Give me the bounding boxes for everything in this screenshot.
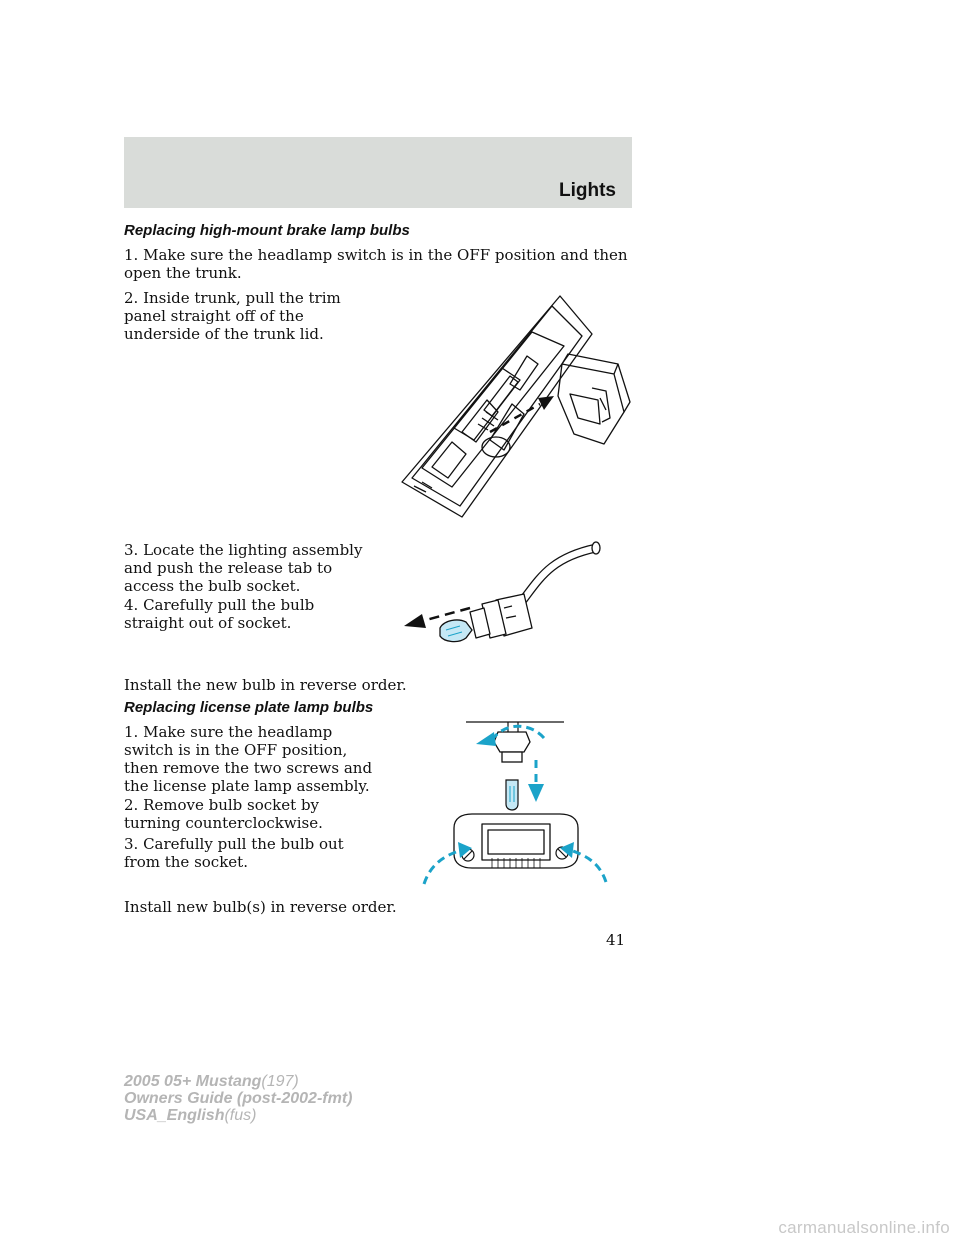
footer-language-code: (fus) <box>224 1107 257 1124</box>
step-1-high-mount: 1. Make sure the headlamp switch is in the OFF position and then open the trunk. <box>124 246 628 282</box>
closing-high-mount: Install the new bulb in reverse order. <box>124 676 407 694</box>
step-4-high-mount: 4. Carefully pull the bulb straight out of socket. <box>124 596 315 632</box>
footer-model: 2005 05+ Mustang <box>124 1073 262 1090</box>
page-number: 41 <box>606 931 626 949</box>
footer-model-code: (197) <box>261 1073 299 1090</box>
step-3-license-plate: 3. Carefully pull the bulb out from the socket. <box>124 835 344 871</box>
footer-language: USA_English <box>124 1107 225 1124</box>
license-plate-lamp-illustration <box>418 718 614 890</box>
footer-line-3 <box>124 1107 352 1124</box>
trunk-lid-illustration <box>392 292 632 522</box>
step-2-license-plate: 2. Remove bulb socket by turning counterclockwise. <box>124 796 323 832</box>
document-footer <box>124 1073 352 1124</box>
heading-license-plate: Replacing license plate lamp bulbs <box>124 699 374 716</box>
section-title: Lights <box>559 180 616 201</box>
step-1-license-plate: 1. Make sure the headlamp switch is in the OFF position, then remove the two screws and the license plate lamp assembly. <box>124 723 373 795</box>
heading-high-mount-brake: Replacing high-mount brake lamp bulbs <box>124 222 410 239</box>
footer-line-1 <box>124 1073 352 1090</box>
step-2-high-mount: 2. Inside trunk, pull the trim panel straight off of the underside of the trunk lid. <box>124 289 341 343</box>
watermark: carmanualsonline.info <box>778 1218 950 1237</box>
closing-license-plate: Install new bulb(s) in reverse order. <box>124 898 397 916</box>
footer-line-2: Owners Guide (post-2002-fmt) <box>124 1090 353 1107</box>
step-3-high-mount: 3. Locate the lighting assembly and push the release tab to access the bulb socket. <box>124 541 363 595</box>
section-header-band <box>124 137 632 208</box>
bulb-socket-illustration <box>400 538 606 662</box>
